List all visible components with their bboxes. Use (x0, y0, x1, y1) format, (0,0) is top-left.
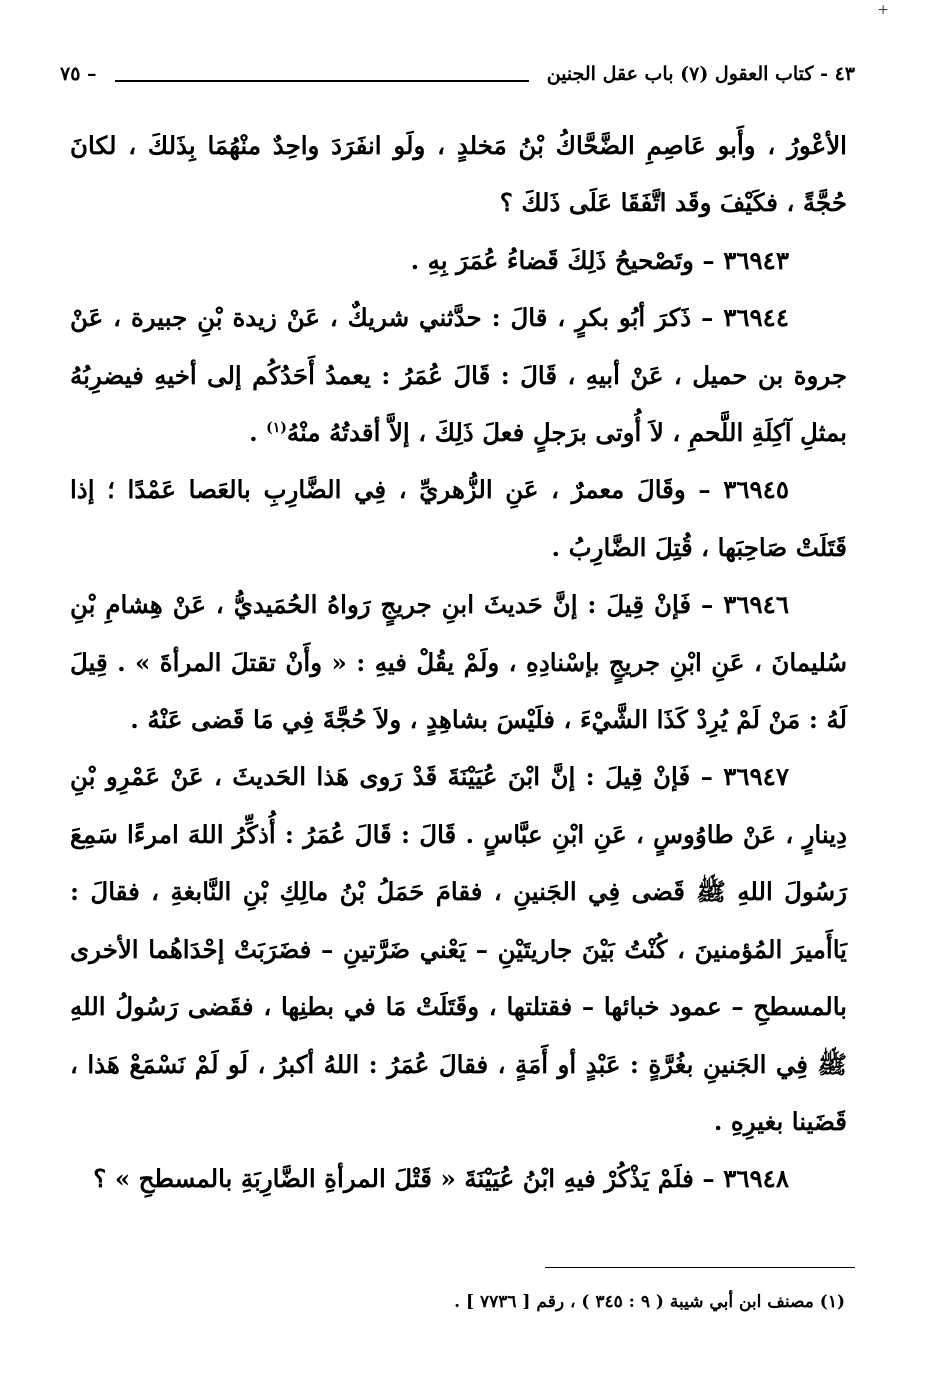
corner-mark: + (877, 2, 889, 18)
paragraph-36943: ٣٦٩٤٣ – وتَصْحيحُ ذَلِكَ قَضاءُ عُمَرَ بِهِ . (410, 245, 789, 275)
footnote-separator (545, 1267, 855, 1268)
paragraph-36948: ٣٦٩٤٨ – فلَمْ يَذْكُرْ فيهِ ابْنُ عُيَيْنَةَ « قَتْلَ المرأةِ الضَّارِبَةِ بالمسطحِ » ؟ (93, 1164, 789, 1194)
page-number: – ٧٥ (60, 63, 97, 85)
paragraph-36944-text: ٣٦٩٤٤ – ذَكرَ أبُو بكرٍ ، قالَ : حدَّثني شريكٌ ، عَنْ زيدة بْنِ جبيرة ، عَنْ جروة بن حميل ، عَنْ أبيهِ ، قَالَ : قَالَ عُمَرُ : يعمدُ أَحَدُكُم إلى أخيهِ فيضرِبُهُ بمثلِ آكِلَةِ اللَّحمِ ، لاَ أُوتى برَجلٍ فعلَ ذَلِكَ ، إلاَّ أقدتُهُ منْهُ (70, 303, 847, 448)
paragraph-36944-end: . (249, 418, 267, 448)
running-header (60, 58, 855, 90)
footnote: (١) مصنف ابن أبي شيبة ( ٩ : ٣٤٥ ) ، رقم [ ٧٧٣٦ ] . (454, 1292, 845, 1312)
paragraph-36944 (70, 289, 847, 461)
paragraph-36946: ٣٦٩٤٦ – فَإنْ قِيلَ : إنَّ حَديثَ ابنِ جريجٍ رَواهُ الحُمَيديُّ ، عَنْ هِشامِ بْنِ سُليمانَ ، عَنِ ابْنِ جريجٍ بإسْنادِهِ ، ولَمْ يقُلْ فيهِ : « وأَنْ تقتلَ المرأةَ » . قِيلَ لَهُ : مَنْ لَمْ يُرِدْ كَذَا الشَّيْءَ ، فلَيْسَ بشاهِدٍ ، ولاَ حُجَّةَ فِي مَا قَضى عَنْهُ . (70, 590, 847, 735)
body-text (70, 117, 847, 1208)
chapter-title: ٤٣ - كتاب العقول (٧) باب عقل الجنين (546, 63, 855, 85)
paragraph-36947: ٣٦٩٤٧ – فَإنْ قِيلَ : إنَّ ابْنَ عُيَيْنَةَ قَدْ رَوى هَذا الحَديثَ ، عَنْ عَمْرِو بْنِ دِينارٍ ، عَنْ طاوُوسٍ ، عَنِ ابْنِ عبَّاسٍ . قَالَ : قَالَ عُمَرُ : أُذكِّرُ اللهَ امرءًا سَمِعَ رَسُولَ اللهِ ﷺ قَضى فِي الجَنينِ ، فقامَ حَمَلُ بْنُ مالِكِ بْنِ النَّابغةِ ، فقالَ : يَاأَميرَ المُؤمنينَ ، كُنْتُ بَيْنَ جاريتَيْنِ – يَعْني ضَرَّتينِ – فضَرَبَتْ إحْدَاهُما الأخرى بالمسطحِ – عمود خبائها – فقتلتها ، وقَتَلَتْ مَا في بطنِها ، فقَضى رَسُولُ اللهِ ﷺ فِي الجَنينِ بغُرَّةٍ : عَبْدٍ أو أَمَةٍ ، فقالَ عُمَرُ : اللهُ أكبرُ ، لَو لَمْ نَسْمَعْ هَذا ، قَضَينا بغيرِهِ . (70, 762, 847, 1136)
footnote-reference: (١) (266, 419, 287, 436)
paragraph-continuation: الأعْورُ ، وأَبو عَاصِمِ الضَّحَّاكُ بْنُ مَخلدٍ ، ولَو انفَرَدَ واحِدٌ منْهُمَا بِذَلكَ ، لكانَ حُجَّةً ، فكَيْفَ وقَد اتَّفَقَا عَلَى ذَلكَ ؟ (70, 131, 847, 218)
paragraph-36945: ٣٦٩٤٥ – وقَالَ معمرٌ ، عَنِ الزُّهريِّ ، فِي الضَّارِبِ بالعَصا عَمْدًا ؛ إذا قَتَلَتْ صَاحِبَها ، قُتِلَ الضَّارِبُ . (70, 475, 847, 562)
header-rule (115, 80, 529, 82)
